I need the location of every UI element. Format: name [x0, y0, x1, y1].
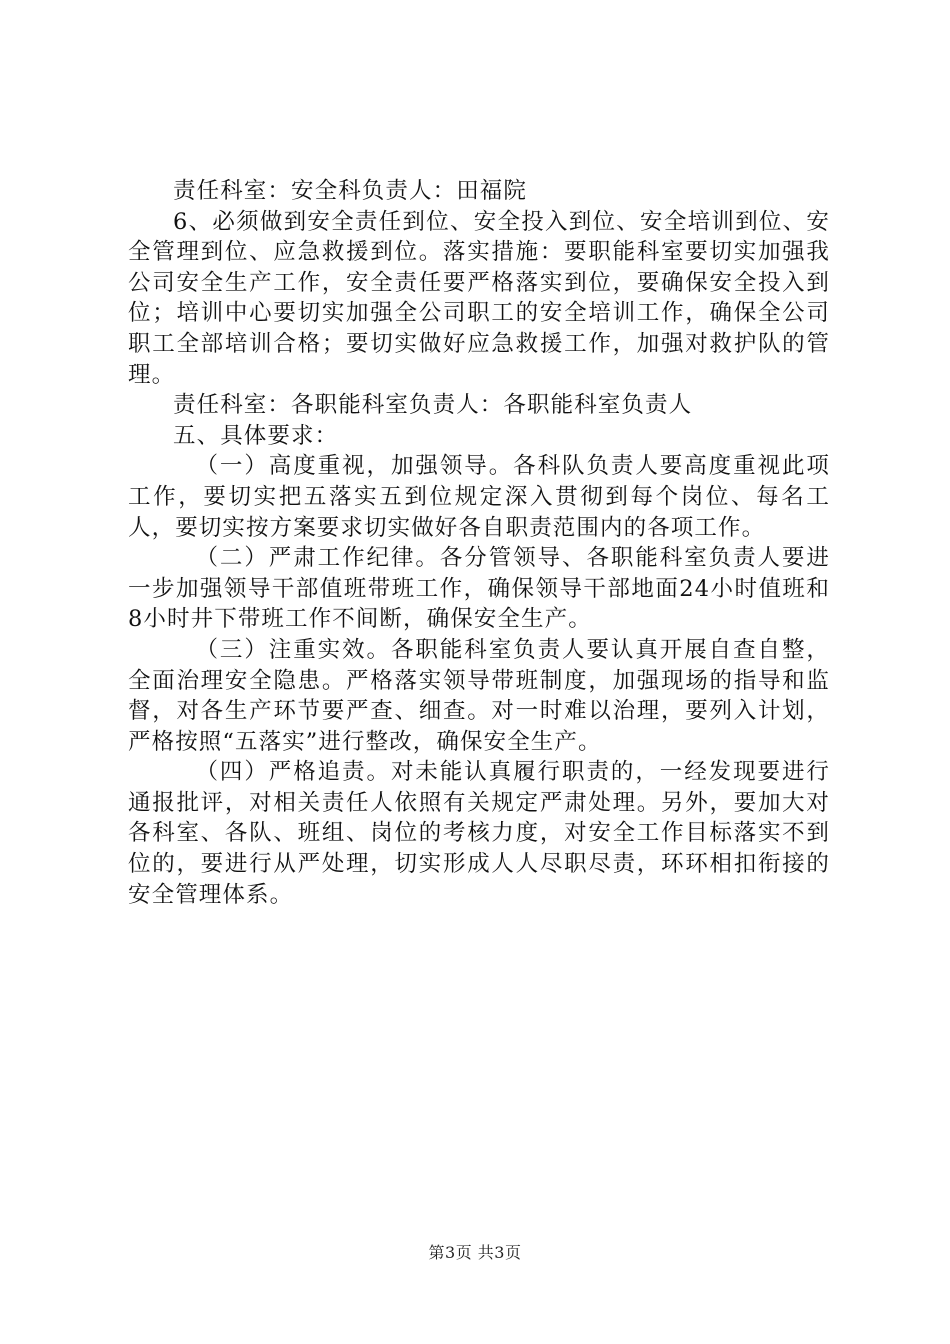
- document-body: [128, 176, 830, 910]
- section-heading-requirements: 五、具体要求：: [173, 422, 339, 449]
- paragraph-requirement-2: （二）严肃工作纪律。各分管领导、各职能科室负责人要进一步加强领导干部值班带班工作，确保领导干部地面24小时值班和8小时井下带班工作不间断，确保安全生产。: [128, 545, 830, 633]
- page-number-footer: 第3页 共3页: [428, 1243, 522, 1262]
- paragraph-requirement-4: （四）严格追责。对未能认真履行职责的，一经发现要进行通报批评，对相关责任人依照有关规定严肃处理。另外，要加大对各科室、各队、班组、岗位的考核力度，对安全工作目标落实不到位的，要进行从严处理，切实形成人人尽职尽责，环环相扣衔接的安全管理体系。: [128, 759, 830, 908]
- paragraph-item-6: 6、必须做到安全责任到位、安全投入到位、安全培训到位、安全管理到位、应急救援到位。落实措施：要职能科室要切实加强我公司安全生产工作，安全责任要严格落实到位，要确保安全投入到位；培训中心要切实加强全公司职工的安全培训工作，确保全公司职工全部培训合格；要切实做好应急救援工作，加强对救护队的管理。: [128, 208, 830, 388]
- paragraph-responsible-departments: 责任科室：各职能科室负责人：各职能科室负责人: [173, 392, 693, 419]
- paragraph-requirement-1: （一）高度重视，加强领导。各科队负责人要高度重视此项工作，要切实把五落实五到位规定深入贯彻到每个岗位、每名工人，要切实按方案要求切实做好各自职责范围内的各项工作。: [128, 453, 830, 541]
- paragraph-requirement-3: （三）注重实效。各职能科室负责人要认真开展自查自整，全面治理安全隐患。严格落实领导带班制度，加强现场的指导和监督，对各生产环节要严查、细查。对一时难以治理，要列入计划，严格按照“五落实”进行整改，确保安全生产。: [128, 636, 830, 755]
- paragraph-responsible-safety: 责任科室：安全科负责人：田福院: [173, 178, 528, 204]
